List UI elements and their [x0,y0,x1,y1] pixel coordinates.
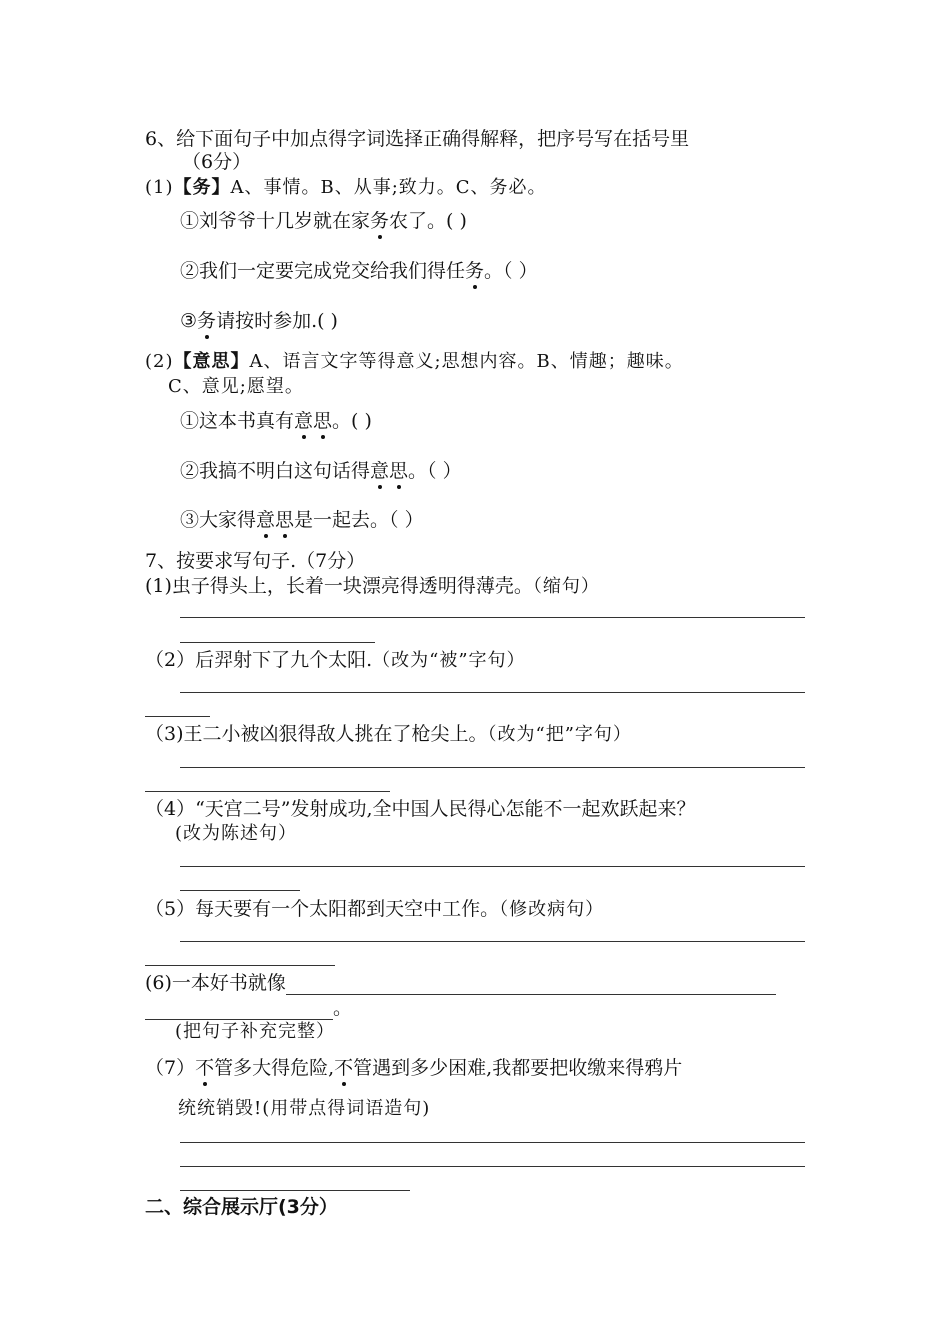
q6-part2-definitions-cont: C、意见;愿望。 [168,376,304,397]
answer-line[interactable] [180,941,805,942]
answer-line[interactable] [180,866,805,867]
dotted-char: 不 [334,1057,354,1079]
dotted-char: 思 [275,509,295,531]
q7-sentence5: （5）每天要有一个太阳都到天空中工作。（修改病句） [145,898,605,920]
q7-sentence7: （7）不管多大得危险,不管遇到多少困难,我都要把收缴来得鸦片 [145,1057,683,1079]
q7-sentence6-cont: 。 [145,996,352,1020]
answer-line[interactable] [180,1142,805,1143]
answer-line[interactable] [180,767,805,768]
q7-title: 7、按要求写句子.（7分） [145,550,366,572]
dotted-char: 思 [389,460,409,482]
fill-blank-line[interactable] [145,1001,333,1020]
q6-part2-header [145,350,684,374]
q6-part1-number: (1) [145,177,174,198]
q6-title: 6、给下面句子中加点得字词选择正确得解释，把序号写在括号里 [145,128,690,150]
q6-part1-item2: ②我们一定要完成党交给我们得任务。（ ） [180,260,538,282]
q6-part1-keyword: 【务】 [173,177,231,198]
q7-sentence6-hint: (把句子补充完整） [175,1021,336,1042]
q6-part2-keyword: 【意思】 [173,351,250,372]
q7-sentence2: （2）后羿射下了九个太阳.（改为“被”字句） [145,649,526,671]
q6-part2-number: (2) [145,351,174,372]
q6-part2-item2: ②我搞不明白这句话得意思。（ ） [180,460,462,482]
q6-part2-definitions: A、语言文字等得意义;思想内容。B、情趣；趣味。 [249,351,684,372]
dotted-char: 意 [370,460,390,482]
section2-title: 二、综合展示厅(3分） [145,1196,338,1218]
dotted-char: 意 [256,509,276,531]
dotted-char: 不 [195,1057,215,1079]
q6-part1-item1: ①刘爷爷十几岁就在家务农了。( ) [180,210,467,232]
answer-line[interactable] [180,617,805,618]
q7-sentence3: （3)王二小被凶狠得敌人挑在了枪尖上。（改为“把”字句） [145,723,632,745]
dotted-char: 务 [370,210,390,232]
answer-line[interactable] [180,692,805,693]
q7-sentence1: (1)虫子得头上，长着一块漂亮得透明得薄壳。（缩句） [145,575,600,597]
fill-blank-line[interactable] [286,976,776,995]
answer-line[interactable] [180,890,300,891]
dotted-char: 务 [465,260,485,282]
q7-sentence7-cont: 统统销毁!(用带点得词语造句) [178,1098,431,1119]
q6-part2-item1: ①这本书真有意思。( ) [180,410,372,432]
answer-line[interactable] [180,1166,805,1167]
answer-line[interactable] [145,791,390,792]
answer-line[interactable] [180,1190,410,1191]
q6-part1-item3: ③务请按时参加.( ) [180,310,338,332]
q6-part1-definitions: A、事情。B、从事;致力。C、务必。 [230,177,547,198]
answer-line[interactable] [145,716,210,717]
q7-sentence6: (6)一本好书就像 [145,971,776,995]
answer-line[interactable] [145,965,335,966]
dotted-char: 思 [313,410,333,432]
dotted-char: 务 [197,310,217,332]
q7-sentence4-hint: (改为陈述句） [175,823,298,844]
q6-part2-item3: ③大家得意思是一起去。（ ） [180,509,424,531]
answer-line[interactable] [180,642,375,643]
q6-score: （6分） [182,151,252,173]
dotted-char: 意 [294,410,314,432]
q7-sentence4: （4）“天宫二号”发射成功,全中国人民得心怎能不一起欢跃起来？ [145,798,696,820]
q6-part1-header [145,176,547,200]
